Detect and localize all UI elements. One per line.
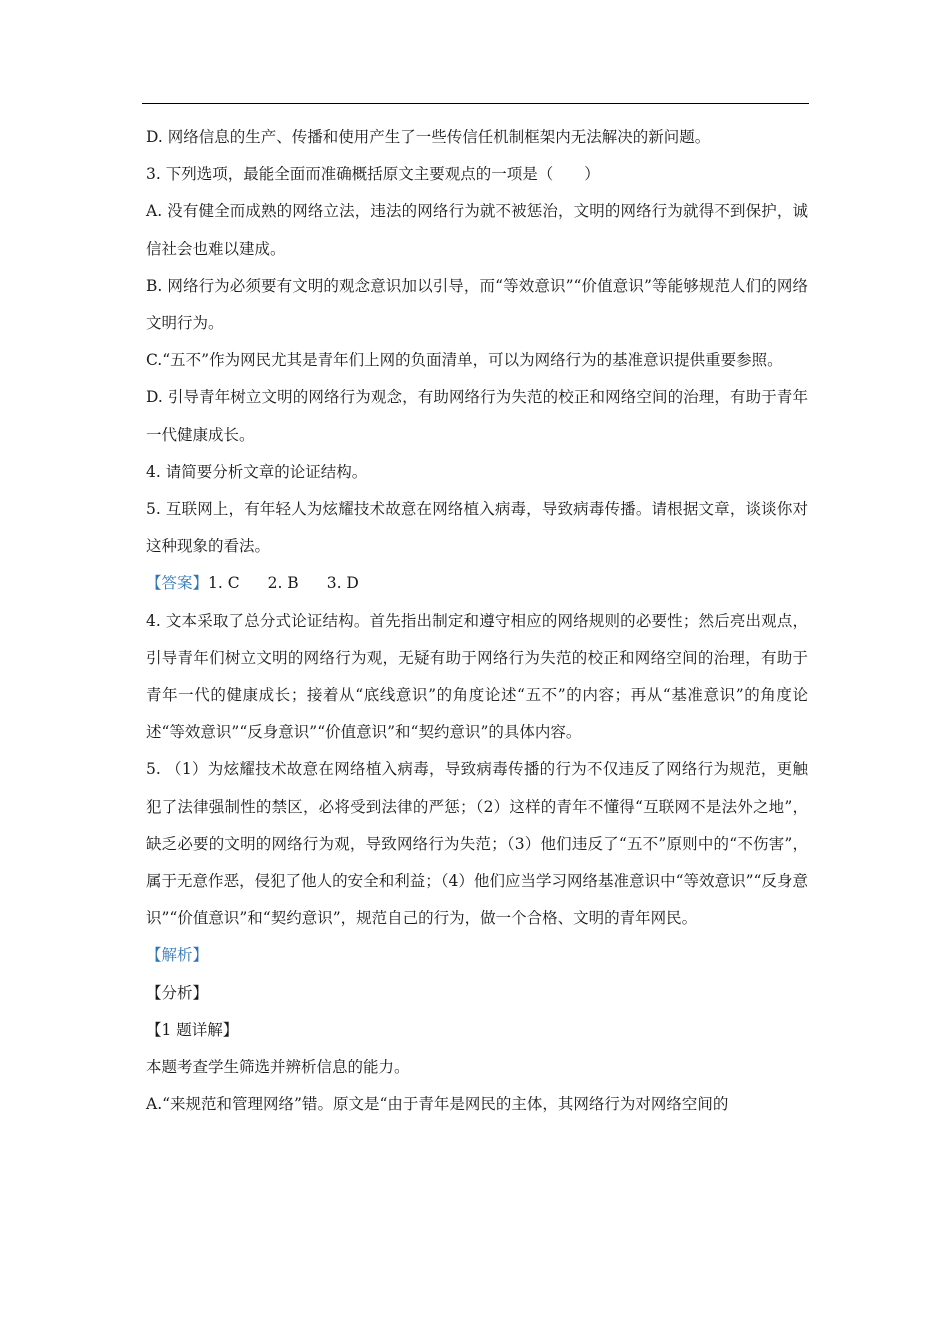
detail-1-label: 【1 题详解】 xyxy=(146,1020,239,1039)
q5-stem: 5. 互联网上，有年轻人为炫耀技术故意在网络植入病毒，导致病毒传播。请根据文章，谈谈你对这种现象的看法。 xyxy=(146,500,808,556)
answer-label: 【答案】 xyxy=(146,574,209,593)
answer-1: 1. C xyxy=(208,574,240,593)
q3-option-d: D. 引导青年树立文明的网络行为观念，有助网络行为失范的校正和网络空间的治理，有助于青年一代健康成长。 xyxy=(146,388,808,444)
answer-line xyxy=(146,565,808,602)
q2-option-d: D. 网络信息的生产、传播和使用产生了一些传信任机制框架内无法解决的新问题。 xyxy=(146,128,711,146)
answer-5: 5. （1）为炫耀技术故意在网络植入病毒，导致病毒传播的行为不仅违反了网络行为规范，更触犯了法律强制性的禁区，必将受到法律的严惩；（2）这样的青年不懂得“互联网不是法外之地”，缺乏必要的文明的网络行为观，导致网络行为失范；（3）他们违反了“五不”原则中的“不伤害”，属于无意作恶，侵犯了他人的安全和利益；（4）他们应当学习网络基准意识中“等效意识”“反身意识”“价值意识”和“契约意识”，规范自己的行为，做一个合格、文明的青年网民。 xyxy=(146,760,808,928)
analysis-label: 【解析】 xyxy=(146,946,209,965)
q4-stem: 4. 请简要分析文章的论证结构。 xyxy=(146,462,368,481)
detail-1-intro: 本题考查学生筛选并辨析信息的能力。 xyxy=(146,1058,410,1077)
answer-2: 2. B xyxy=(267,574,299,593)
q3-stem: 3. 下列选项，最能全面而准确概括原文主要观点的一项是（ ） xyxy=(146,165,600,184)
fenxi-label: 【分析】 xyxy=(146,983,209,1002)
header-rule xyxy=(142,103,809,104)
answer-3: 3. D xyxy=(326,574,359,593)
q3-option-a: A. 没有健全而成熟的网络立法，违法的网络行为就不被惩治，文明的网络行为就得不到保护，诚信社会也难以建成。 xyxy=(146,202,808,258)
document-body xyxy=(146,119,808,1123)
detail-1-option-a: A.“来规范和管理网络”错。原文是“由于青年是网民的主体，其网络行为对网络空间的 xyxy=(146,1095,729,1114)
answer-4: 4. 文本采取了总分式论证结构。首先指出制定和遵守相应的网络规则的必要性；然后亮出观点，引导青年们树立文明的网络行为观，无疑有助于网络行为失范的校正和网络空间的治理，有助于青年一代的健康成长；接着从“底线意识”的角度论述“五不”的内容；再从“基准意识”的角度论述“等效意识”“反身意识”“价值意识”和“契约意识”的具体内容。 xyxy=(146,611,808,742)
q3-option-b: B. 网络行为必须要有文明的观念意识加以引导，而“等效意识”“价值意识”等能够规范人们的网络文明行为。 xyxy=(146,276,808,333)
q3-option-c: C.“五不”作为网民尤其是青年们上网的负面清单，可以为网络行为的基准意识提供重要参照。 xyxy=(146,351,783,370)
